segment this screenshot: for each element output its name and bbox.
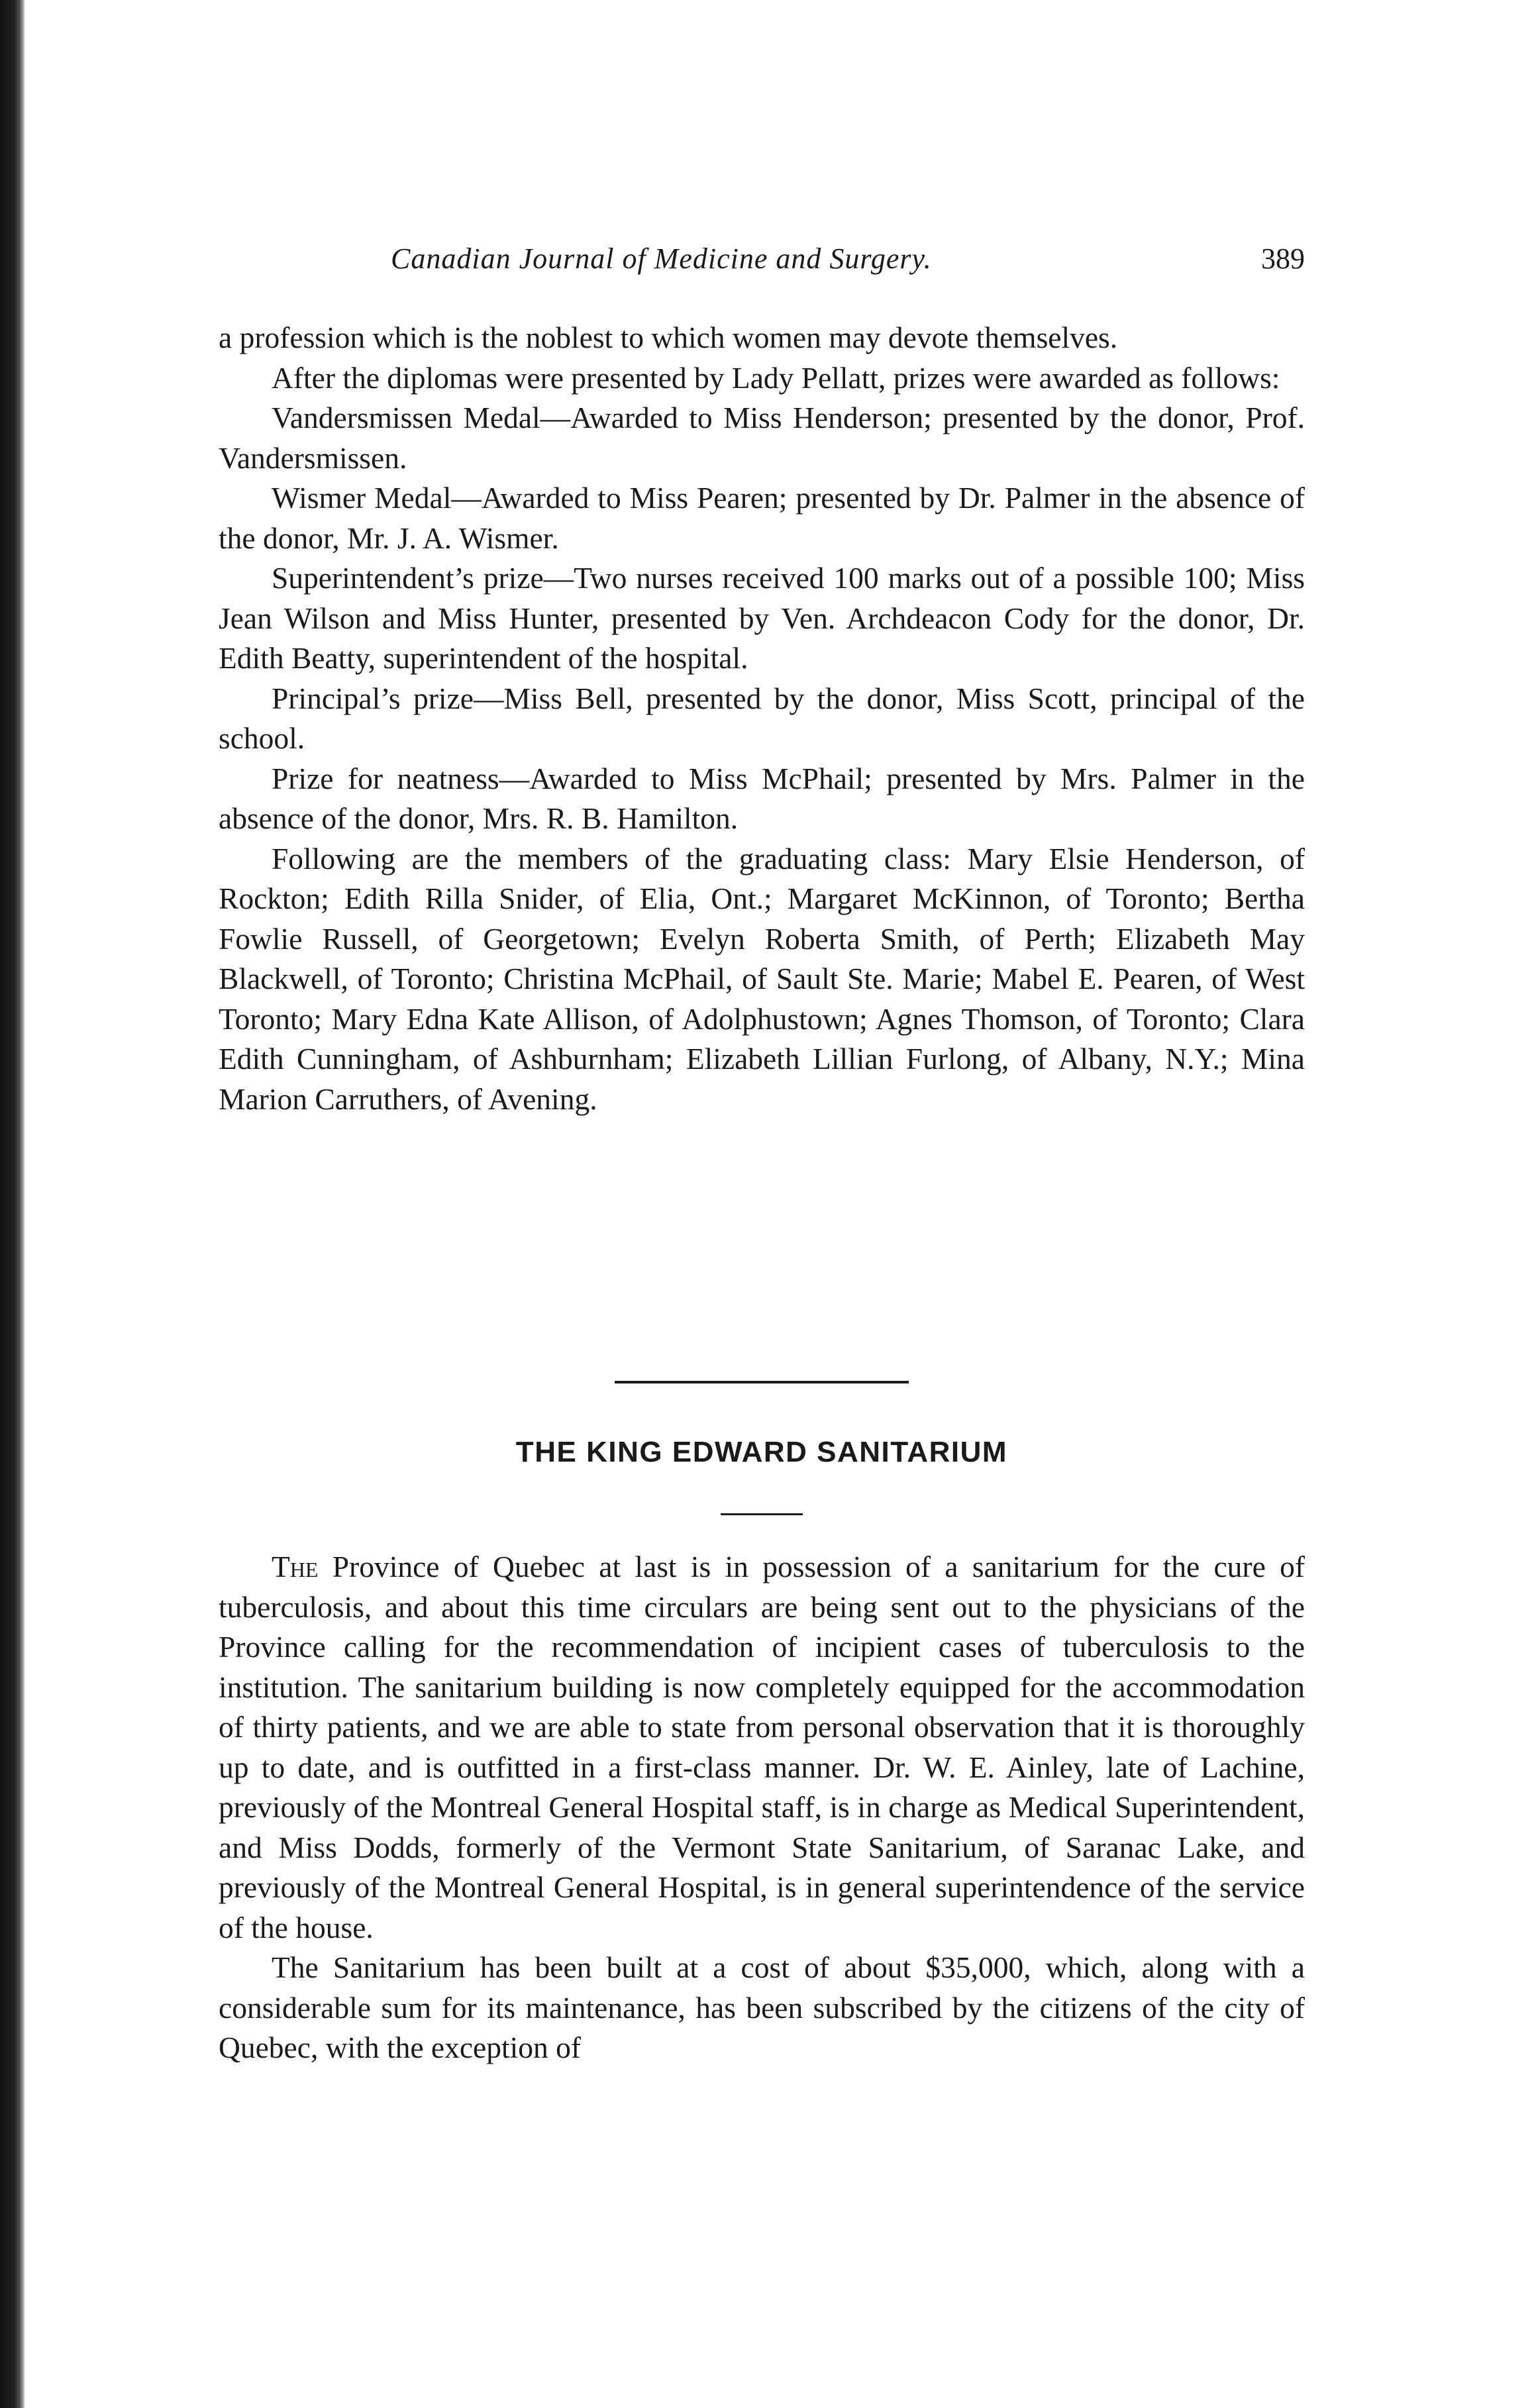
- article-paragraph-1: [219, 1547, 1305, 1948]
- article-title: THE KING EDWARD SANITARIUM: [515, 1436, 1008, 1468]
- graduation-report: [219, 318, 1305, 1119]
- paragraph-graduating-class: Following are the members of the graduating class: Mary Elsie Henderson, of Rockton; Edith Rilla Snider, of Elia, Ont.; Margaret McKinnon, of Toronto; Bertha Fowlie Russell, of Georgetown; Evelyn Roberta Smith, of Perth; Elizabeth May Blackwell, of Toronto; Christina McPhail, of Sault Ste. Marie; Mabel E. Pearen, of West Toronto; Mary Edna Kate Allison, of Adolphustown; Agnes Thomson, of Toronto; Clara Edith Cunningham, of Ashburnham; Elizabeth Lillian Furlong, of Albany, N.Y.; Mina Marion Carruthers, of Avening.: [219, 841, 1305, 1116]
- page-header: [391, 242, 1305, 288]
- article-paragraph-2: The Sanitarium has been built at a cost of about $35,000, which, along with a considerable sum for its maintenance, has been subscribed by the citizens of the city of Quebec, with the exception of: [219, 1950, 1305, 2064]
- page-number: 389: [1261, 242, 1305, 275]
- lead-word: The: [272, 1550, 319, 1583]
- title-underline-rule: [721, 1513, 803, 1515]
- running-title: Canadian Journal of Medicine and Surgery.: [391, 242, 932, 275]
- paragraph-diplomas: After the diplomas were presented by Lady Pellatt, prizes were awarded as follows:: [272, 360, 1280, 395]
- section-divider-rule: [615, 1381, 909, 1383]
- article-paragraph-1-text: Province of Quebec at last is in possession of a sanitarium for the cure of tuberculosis, and about this time circulars are being sent out to the physicians of the Province calling for the recommendation of incipient cases of tuberculosis to the institution. The sanitarium building is now completely equipped for the accommodation of thirty patients, and we are able to state from personal observation that it is thoroughly up to date, and is outfitted in a first-class manner. Dr. W. E. Ainley, late of Lachine, previously of the Montreal General Hospital staff, is in charge as Medical Superintendent, and Miss Dodds, formerly of the Vermont State Sanitarium, of Saranac Lake, and previously of the Montreal General Hospital, is in general superintendence of the service of the house.: [219, 1550, 1305, 1944]
- paragraph-neatness-prize: Prize for neatness—Awarded to Miss McPhail; presented by Mrs. Palmer in the absence of the donor, Mrs. R. B. Hamilton.: [219, 761, 1305, 835]
- paragraph-profession: a profession which is the noblest to which women may devote themselves.: [219, 321, 1118, 354]
- paragraph-wismer-medal: Wismer Medal—Awarded to Miss Pearen; presented by Dr. Palmer in the absence of the donor, Mr. J. A. Wismer.: [219, 481, 1305, 555]
- paragraph-vandersmissen-medal: Vandersmissen Medal—Awarded to Miss Henderson; presented by the donor, Prof. Vandersmissen.: [219, 401, 1305, 475]
- paragraph-superintendent-prize: Superintendent’s prize—Two nurses received 100 marks out of a possible 100; Miss Jean Wilson and Miss Hunter, presented by Ven. Archdeacon Cody for the donor, Dr. Edith Beatty, superintendent of the hospital.: [219, 561, 1305, 675]
- scan-binding-edge: [0, 0, 25, 2408]
- sanitarium-article: [219, 1547, 1305, 2068]
- paragraph-principal-prize: Principal’s prize—Miss Bell, presented by the donor, Miss Scott, principal of the school.: [219, 681, 1305, 755]
